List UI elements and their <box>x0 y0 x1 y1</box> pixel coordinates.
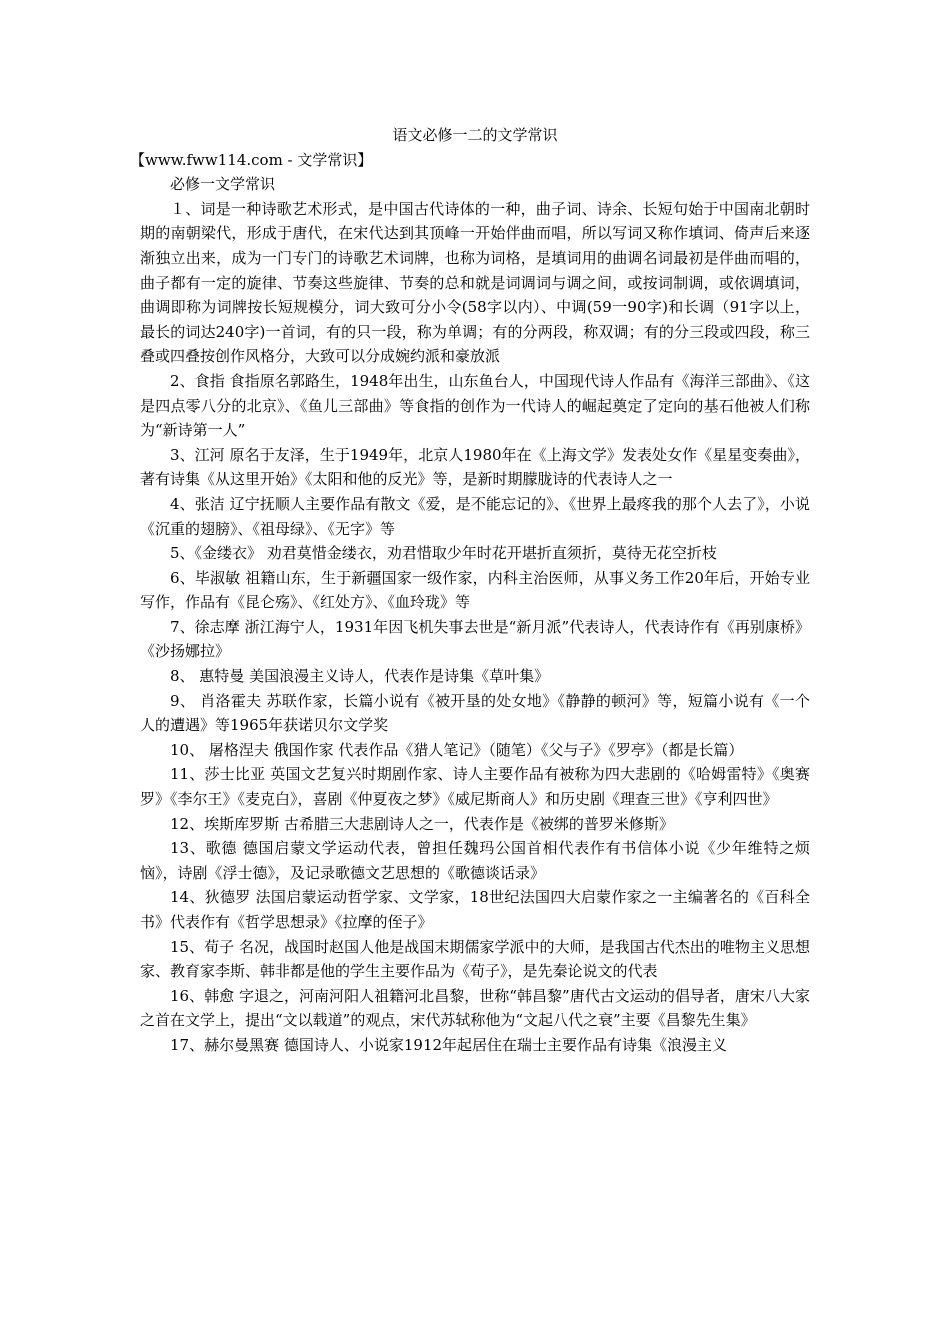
document-title: 语文必修一二的文学常识 <box>392 126 558 144</box>
paragraph-8: 8、 惠特曼 美国浪漫主义诗人，代表作是诗集《草叶集》 <box>170 667 550 686</box>
paragraph-1: １、词是一种诗歌艺术形式，是中国古代诗体的一种，曲子词、诗余、长短句始于中国南北朝时期的南朝梁代，形成于唐代，在宋代达到其顶峰一开始伴曲而唱，所以写词又称作填词、倚声后来逐渐独立出来，成为一门专门的诗歌艺术词牌，也称为词格，是填词用的曲调名词最初是伴曲而唱的，曲子都有一定的旋律、节奏这些旋律、节奏的总和就是词调词与调之间，或按词制调，或依调填词，曲调即称为词牌按长短规模分，词大致可分小令(58字以内）、中调(59一90字)和长调（91字以上，最长的词达240字)一首词，有的只一段，称为单调；有的分两段，称双调；有的分三段或四段，称三叠或四叠按创作风格分，大致可以分成婉约派和豪放派 <box>140 199 810 366</box>
paragraph-12: 12、埃斯库罗斯 古希腊三大悲剧诗人之一，代表作是《被绑的普罗米修斯》 <box>170 814 674 833</box>
paragraph-2: 2、食指 食指原名郭路生，1948年出生，山东鱼台人，中国现代诗人作品有《海洋三部曲》、《这是四点零八分的北京》、《鱼儿三部曲》等食指的创作为一代诗人的崛起奠定了定向的基石他被人们称为“新诗第一人” <box>140 371 810 440</box>
paragraph-16: 16、韩愈 字退之，河南河阳人祖籍河北昌黎，世称“韩昌黎”唐代古文运动的倡导者，唐宋八大家之首在文学上，提出“文以载道”的观点，宋代苏轼称他为“文起八代之衰”主要《昌黎先生集》 <box>140 986 810 1030</box>
paragraph-6: 6、毕淑敏 祖籍山东，生于新疆国家一级作家，内科主治医师，从事义务工作20年后，开始专业写作，作品有《昆仑殇》、《红处方》、《血玲珑》等 <box>140 568 810 612</box>
paragraph-17: 17、赫尔曼黑赛 德国诗人、小说家1912年起居住在瑞士主要作品有诗集《浪漫主义 <box>170 1035 728 1054</box>
paragraph-11: 11、莎士比亚 英国文艺复兴时期剧作家、诗人主要作品有被称为四大悲剧的《哈姆雷特》《奥赛罗》《李尔王》《麦克白》，喜剧《仲夏夜之梦》《威尼斯商人》和历史剧《理查三世》《亨利四世》 <box>140 765 810 809</box>
paragraph-14: 14、狄德罗 法国启蒙运动哲学家、文学家，18世纪法国四大启蒙作家之一主编著名的《百科全书》代表作有《哲学思想录》《拉摩的侄子》 <box>140 888 810 931</box>
paragraph-9: 9、 肖洛霍夫 苏联作家，长篇小说有《被开垦的处女地》《静静的顿河》等，短篇小说有《一个人的遭遇》等1965年获诺贝尔文学奖 <box>140 691 810 735</box>
paragraph-7: 7、徐志摩 浙江海宁人，1931年因飞机失事去世是“新月派”代表诗人，代表诗作有《再别康桥》《沙扬娜拉》 <box>140 617 810 661</box>
paragraph-4: 4、张洁 辽宁抚顺人主要作品有散文《爱，是不能忘记的》、《世界上最疼我的那个人去了》，小说《沉重的翅膀》、《祖母绿》、《无字》等 <box>140 494 810 538</box>
paragraph-5: 5、《金缕衣》 劝君莫惜金缕衣，劝君惜取少年时花开堪折直须折，莫待无花空折枝 <box>170 544 717 563</box>
paragraph-10: 10、 屠格涅夫 俄国作家 代表作品《猎人笔记》（随笔）《父与子》《罗亭》（都是长篇） <box>170 740 744 759</box>
source-line: 【www.fww114.com - 文学常识】 <box>130 150 373 169</box>
paragraph-15: 15、荀子 名况，战国时赵国人他是战国末期儒家学派中的大师，是我国古代杰出的唯物主义思想家、教育家李斯、韩非都是他的学生主要作品为《荀子》，是先秦论说文的代表 <box>140 937 810 981</box>
paragraph-3: 3、江河 原名于友泽，生于1949年，北京人1980年在《上海文学》发表处女作《星星变奏曲》，著有诗集《从这里开始》《太阳和他的反光》等，是新时期朦胧诗的代表诗人之一 <box>140 445 810 489</box>
paragraph-13: 13、歌德 德国启蒙文学运动代表，曾担任魏玛公国首相代表作有书信体小说《少年维特之烦恼》，诗剧《浮士德》，及记录歌德文艺思想的《歌德谈话录》 <box>140 839 810 882</box>
section-heading: 必修一文学常识 <box>170 175 276 194</box>
document-body <box>130 123 810 1058</box>
